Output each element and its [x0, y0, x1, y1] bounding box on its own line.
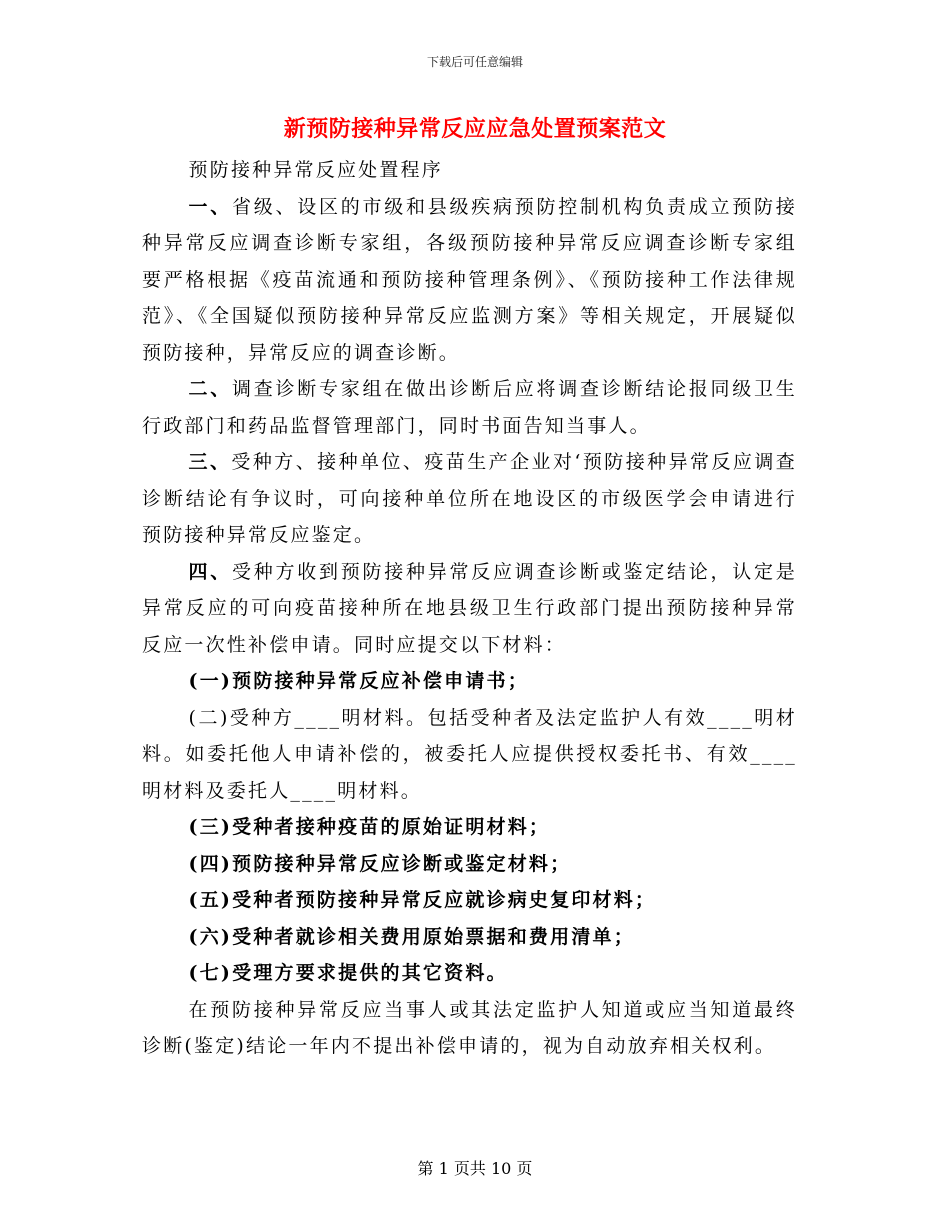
- item-3-text: 受种方、接种单位、疫苗生产企业对‘预防接种异常反应调查诊断结论有争议时，可向接种单位所在地设区的市级医学会申请进行预防接种异常反应鉴定。: [142, 451, 797, 546]
- item-3-number: 三、: [188, 451, 232, 473]
- page-footer: 第 1 页共 10 页: [417, 1159, 533, 1178]
- material-item-4: (四)预防接种异常反应诊断或鉴定材料；: [188, 852, 572, 875]
- document-title: 新预防接种异常反应应急处置预案范文: [283, 116, 667, 142]
- item-1-number: 一、: [188, 195, 233, 218]
- paragraph-item-3: [142, 444, 797, 554]
- item-4-number: 四、: [188, 560, 233, 583]
- document-body: [142, 152, 797, 1065]
- material-item-2: (二)受种方____明材料。包括受种者及法定监护人有效____明材料。如委托他人申请补偿的，被委托人应提供授权委托书、有效____明材料及委托人____明材料。: [142, 706, 797, 802]
- paragraph-item-2: [142, 371, 797, 444]
- paragraph-item-1: [142, 189, 797, 372]
- item-2-text: 调查诊断专家组在做出诊断后应将调查诊断结论报同级卫生行政部门和药品监督管理部门，同时书面告知当事人。: [142, 378, 797, 437]
- item-1-text: 省级、设区的市级和县级疾病预防控制机构负责成立预防接种异常反应调查诊断专家组，各级预防接种异常反应调查诊断专家组要严格根据《疫苗流通和预防接种管理条例》、《预防接种工作法律规范》、《全国疑似预防接种异常反应监测方案》等相关规定，开展疑似预防接种，异常反应的调查诊断。: [142, 195, 797, 364]
- material-item-7: (七)受理方要求提供的其它资料。: [188, 962, 508, 984]
- material-item-1: (一)预防接种异常反应补偿申请书；: [188, 670, 529, 692]
- paragraph-closing: 在预防接种异常反应当事人或其法定监护人知道或应当知道最终诊断(鉴定)结论一年内不提出补偿申请的，视为自动放弃相关权利。: [142, 998, 797, 1057]
- header-note: 下载后可任意编辑: [426, 55, 523, 69]
- item-4-text: 受种方收到预防接种异常反应调查诊断或鉴定结论，认定是异常反应的可向疫苗接种所在地县级卫生行政部门提出预防接种异常反应一次性补偿申请。同时应提交以下材料：: [142, 560, 797, 656]
- material-item-5: (五)受种者预防接种异常反应就诊病史复印材料；: [188, 889, 657, 911]
- paragraph-item-4: [142, 554, 797, 664]
- material-item-6: (六)受种者就诊相关费用原始票据和费用清单；: [188, 925, 635, 948]
- material-item-3: (三)受种者接种疫苗的原始证明材料；: [188, 816, 551, 838]
- item-2-number: 二、: [188, 378, 233, 400]
- paragraph-procedure-heading: 预防接种异常反应处置程序: [188, 159, 443, 181]
